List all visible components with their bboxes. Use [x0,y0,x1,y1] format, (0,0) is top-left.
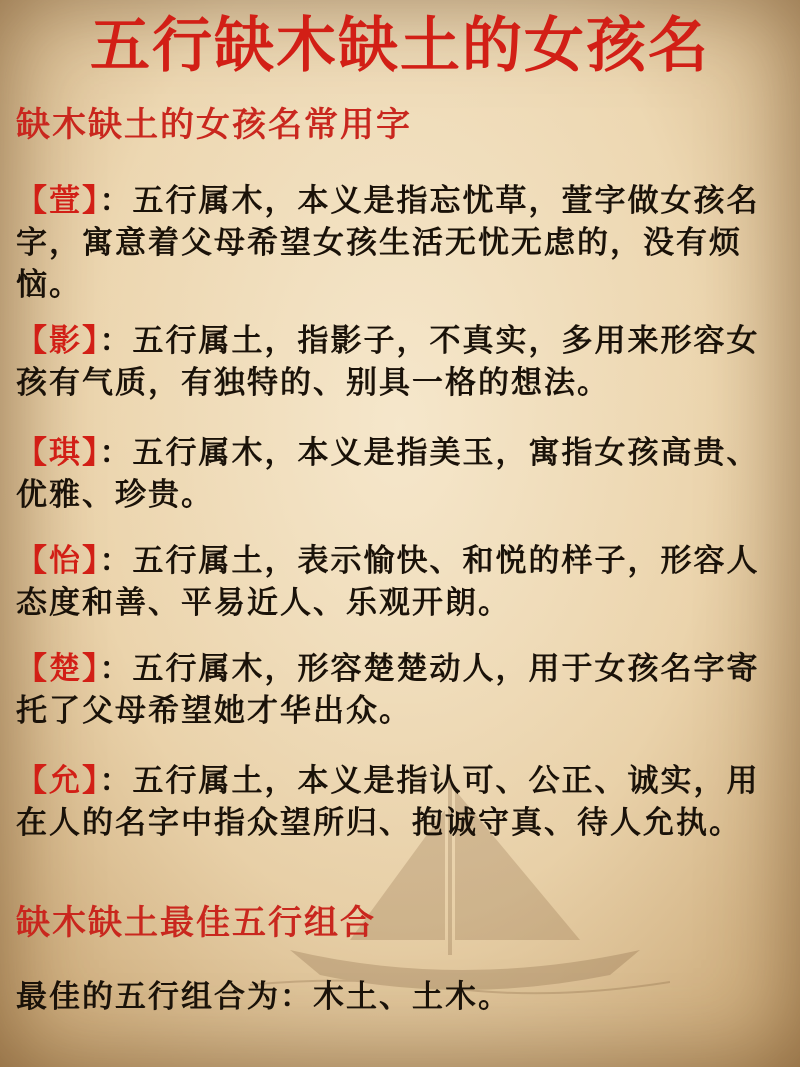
bracket-open: 【 [16,183,49,219]
entry-description: ：五行属木，本义是指忘忧草，萱字做女孩名字，寓意着父母希望女孩生活无忧无虑的，没有烦恼。 [16,183,760,303]
page-title: 五行缺木缺土的女孩名 [90,11,710,81]
bracket-close: 】 [82,435,100,471]
section-heading-best-combo: 缺木缺土最佳五行组合 [16,903,376,943]
bracket-open: 【 [16,323,49,359]
entry-description: ：五行属土，表示愉快、和悦的样子，形容人态度和善、平易近人、乐观开朗。 [16,543,760,621]
entry-char: 允 [49,763,82,799]
bracket-close: 】 [82,543,100,579]
bracket-open: 【 [16,651,49,687]
entry-char: 怡 [49,543,82,579]
entry-description: ：五行属土，本义是指认可、公正、诚实，用在人的名字中指众望所归、抱诚守真、待人允执。 [16,763,760,841]
entry-description: ：五行属木，形容楚楚动人，用于女孩名字寄托了父母希望她才华出众。 [16,651,760,729]
entry-chu [16,648,786,732]
bracket-close: 】 [82,183,100,219]
section-heading-common-chars: 缺木缺土的女孩名常用字 [16,105,412,145]
entry-char: 萱 [49,183,82,219]
entry-char: 楚 [49,651,82,687]
bracket-close: 】 [82,651,100,687]
best-combo-text: 最佳的五行组合为：木土、土木。 [16,979,511,1015]
bracket-open: 【 [16,543,49,579]
entry-ying [16,320,786,404]
bracket-open: 【 [16,435,49,471]
entry-char: 影 [49,323,82,359]
entry-yi [16,540,786,624]
bracket-close: 】 [82,763,100,799]
entry-yun [16,760,786,844]
entry-qi [16,432,786,516]
bracket-close: 】 [82,323,100,359]
bracket-open: 【 [16,763,49,799]
entry-description: ：五行属土，指影子，不真实，多用来形容女孩有气质，有独特的、别具一格的想法。 [16,323,760,401]
entry-xuan [16,180,786,306]
entry-char: 琪 [49,435,82,471]
entry-description: ：五行属木，本义是指美玉，寓指女孩高贵、优雅、珍贵。 [16,435,760,513]
